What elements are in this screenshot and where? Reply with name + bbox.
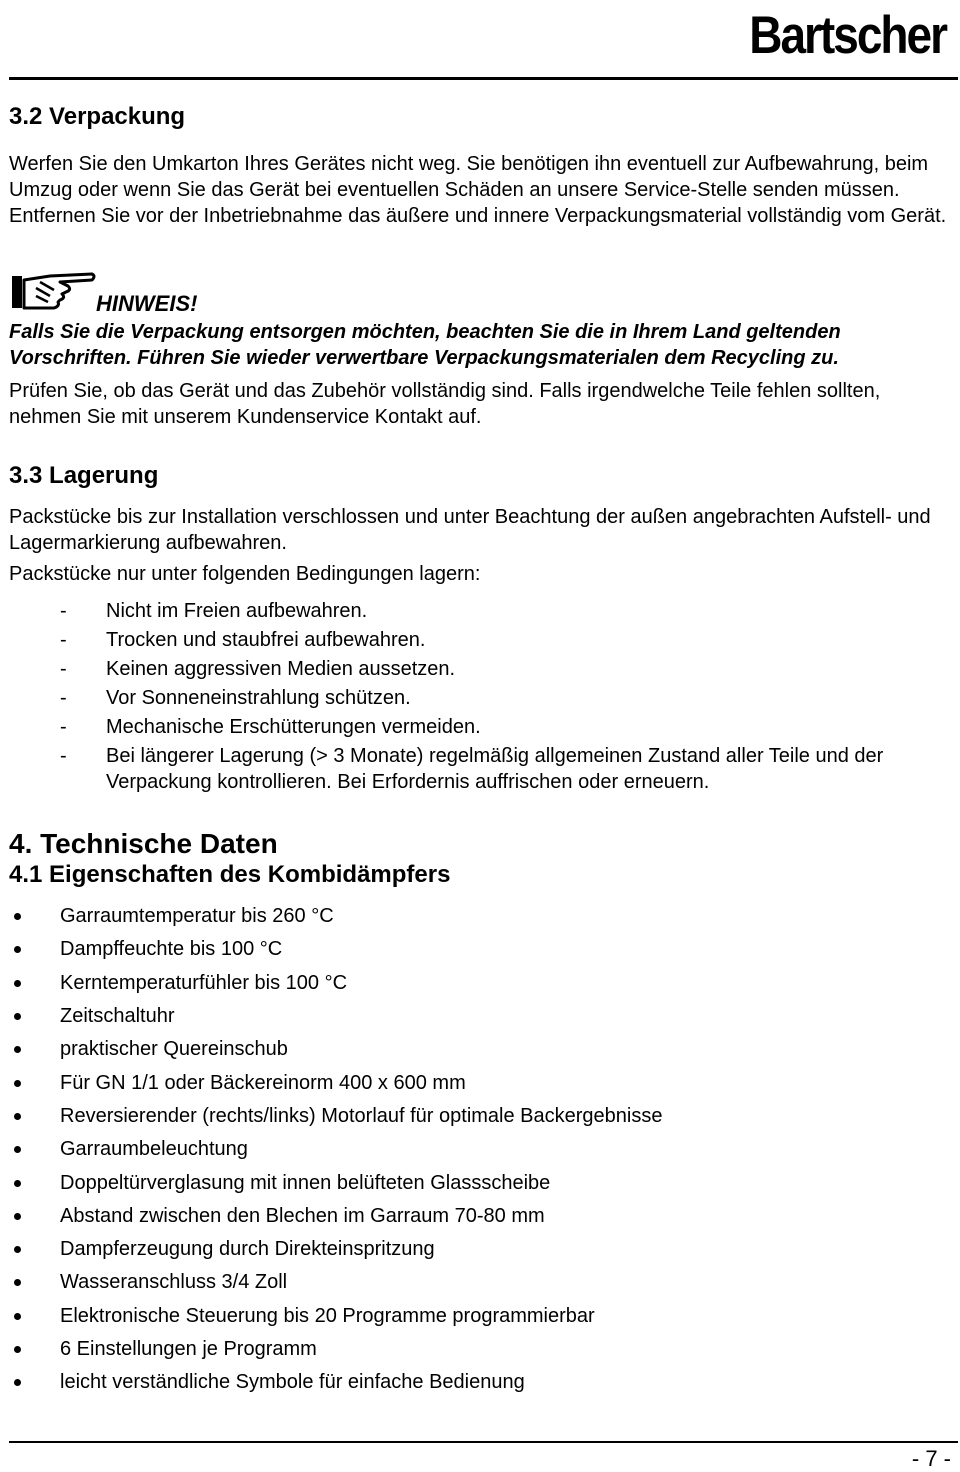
- bullet-icon: [14, 980, 21, 987]
- list-item: Zeitschaltuhr: [12, 1000, 952, 1033]
- list-item: - Trocken und staubfrei aufbewahren.: [60, 629, 426, 651]
- bullet-icon: [14, 1279, 21, 1286]
- list-item: Doppeltürverglasung mit innen belüfteten Glassscheibe: [12, 1166, 952, 1199]
- section-3-2-paragraph: Werfen Sie den Umkarton Ihres Gerätes nicht weg. Sie benötigen ihn eventuell zur Aufbewahrung, beim Umzug oder wenn Sie das Gerät bei eventuellen Schäden an unsere Service-Stelle senden müssen. Entfernen Sie vor der Inbetriebnahme das äußere und innere Verpackungsmaterial vollständig vom Gerät.: [9, 153, 947, 227]
- bullet-icon: [14, 946, 21, 953]
- bullet-icon: [14, 1379, 21, 1386]
- bullet-icon: [14, 1013, 21, 1020]
- list-item: - Mechanische Erschütterungen vermeiden.: [60, 716, 481, 738]
- bullet-icon: [14, 1180, 21, 1187]
- list-item: Kerntemperaturfühler bis 100 °C: [12, 967, 952, 1000]
- list-item: - Bei längerer Lagerung (> 3 Monate) regelmäßig allgemeinen Zustand aller Teile und der Verpackung kontrollieren. Bei Erfordernis auffrischen oder erneuern.: [60, 745, 884, 793]
- list-item: Abstand zwischen den Blechen im Garraum 70-80 mm: [12, 1200, 952, 1233]
- section-3-3-paragraph: Packstücke bis zur Installation verschlossen und unter Beachtung der außen angebrachten Aufstell- und Lagermarkierung aufbewahren.: [9, 506, 931, 554]
- storage-conditions-list: [60, 598, 960, 798]
- list-item: Für GN 1/1 oder Bäckereinorm 400 x 600 mm: [12, 1066, 952, 1099]
- section-4-1-title: 4.1 Eigenschaften des Kombidämpfers: [9, 861, 451, 888]
- bullet-icon: [14, 1113, 21, 1120]
- bullet-icon: [14, 1346, 21, 1353]
- bullet-icon: [14, 913, 21, 920]
- note-text: Falls Sie die Verpackung entsorgen möchten, beachten Sie die in Ihrem Land geltenden Vorschriften. Führen Sie wieder verwertbare Verpackungsmaterialen dem Recycling zu.: [9, 321, 841, 369]
- list-item: - Nicht im Freien aufbewahren.: [60, 600, 368, 622]
- list-item: Garraumbeleuchtung: [12, 1133, 952, 1166]
- list-item: praktischer Quereinschub: [12, 1033, 952, 1066]
- list-item: leicht verständliche Symbole für einfache Bedienung: [12, 1366, 952, 1399]
- brand-logo: Bartscher: [749, 4, 946, 65]
- list-item: - Vor Sonneneinstrahlung schützen.: [60, 687, 411, 709]
- page-number: - 7 -: [911, 1446, 951, 1471]
- list-item: Reversierender (rechts/links) Motorlauf für optimale Backergebnisse: [12, 1100, 952, 1133]
- bullet-icon: [14, 1313, 21, 1320]
- bullet-icon: [14, 1080, 21, 1087]
- list-item: Garraumtemperatur bis 260 °C: [12, 900, 952, 933]
- list-item: 6 Einstellungen je Programm: [12, 1333, 952, 1366]
- bullet-icon: [14, 1246, 21, 1253]
- list-item: - Keinen aggressiven Medien aussetzen.: [60, 658, 456, 680]
- section-3-3-title: 3.3 Lagerung: [9, 462, 159, 489]
- list-item: Wasseranschluss 3/4 Zoll: [12, 1266, 952, 1299]
- pointing-hand-icon: [10, 268, 96, 317]
- bullet-icon: [14, 1146, 21, 1153]
- header-rule: [9, 77, 958, 80]
- list-item: Elektronische Steuerung bis 20 Programme programmierbar: [12, 1300, 952, 1333]
- note-label: HINWEIS!: [96, 291, 198, 316]
- section-3-2-paragraph-2: Prüfen Sie, ob das Gerät und das Zubehör vollständig sind. Falls irgendwelche Teile fehlen sollten, nehmen Sie mit unserem Kundenservice Kontakt auf.: [9, 380, 881, 428]
- section-4-title: 4. Technische Daten: [9, 828, 278, 859]
- list-item: Dampferzeugung durch Direkteinspritzung: [12, 1233, 952, 1266]
- section-3-2-title: 3.2 Verpackung: [9, 103, 186, 130]
- bullet-icon: [14, 1046, 21, 1053]
- section-3-3-paragraph-2: Packstücke nur unter folgenden Bedingungen lagern:: [9, 563, 481, 585]
- list-item: Dampffeuchte bis 100 °C: [12, 933, 952, 966]
- footer-rule: [9, 1441, 958, 1443]
- bullet-icon: [14, 1213, 21, 1220]
- features-list: [12, 900, 952, 1399]
